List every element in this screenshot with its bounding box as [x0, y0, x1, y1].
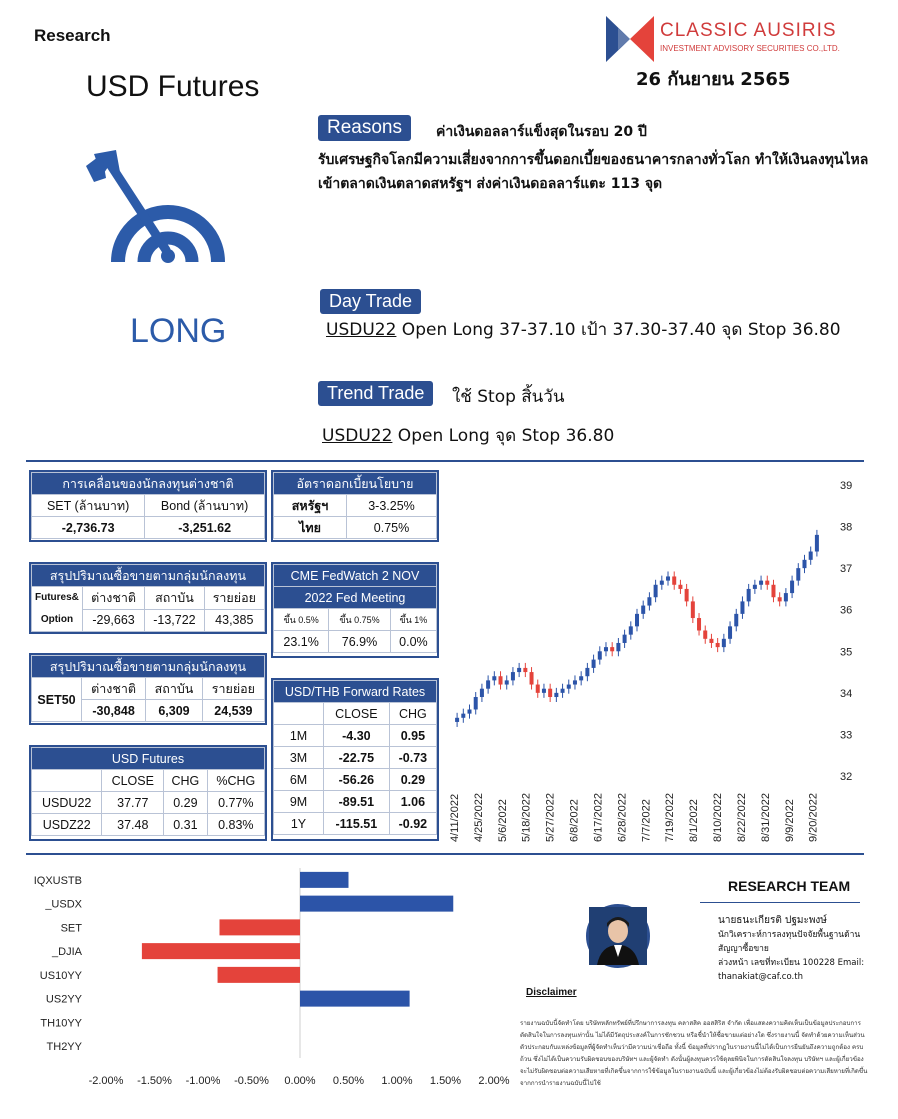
forward-rates-table	[273, 680, 437, 835]
analyst-name: นายธนะเกียรติ ปฐมะพงษ์	[718, 915, 827, 926]
disclaimer-text: รายงานฉบับนี้จัดทำโดย บริษัทหลักทรัพย์ที่ปรึกษาการลงทุน คลาสสิค ออสสิริส จำกัด เพื่อแสดงความคิดเห็นเป็นข้อมูลประกอบการตัดสินใจในการลงทุนเท่านั้น ไม่ได้มีวัตถุประสงค์ในการชักชวน หรือชี้นำให้ซื้อขายแต่อย่างใด ซึ่งรายงานนี้ จัดทำด้วยความเห็นส่วนตัวประกอบกับแหล่งข้อมูลที่ผู้จัดทำเห็นว่ามีความน่าเชื่อถือ ทั้งนี้ ข้อมูลที่ปรากฏในรายงานนี้ไม่ได้เป็นการยืนยันถึงความถูกต้อง ครบถ้วน ซึ่งไม่ได้เป็นความรับผิดชอบของบริษัทฯ และผู้จัดทำ ดังนั้นผู้ลงทุนควรใช้ดุลยพินิจในการตัดสินใจลงทุน บริษัทฯ และผู้เกี่ยวข้องจะไม่รับผิดชอบต่อความเสียหายที่เกิดขึ้นจากการใช้ข้อมูลในรายงานฉบับนี้ และผู้เกี่ยวข้องไม่ต้องรับผิดชอบต่อความเสียหายที่เกิดขึ้นจากการนำรายงานฉบับนี้ไปใช้	[520, 1020, 868, 1087]
candle-body	[759, 581, 763, 585]
candle-body	[486, 680, 490, 688]
policy-rate-country: สหรัฐฯ	[274, 495, 347, 517]
candle-body	[480, 689, 484, 697]
x-tick-label: -1.50%	[137, 1075, 172, 1087]
set50-summary-value: 6,309	[146, 700, 203, 722]
x-tick-label: 7/19/2022	[664, 793, 677, 842]
set50-summary-header: ต่างชาติ	[82, 678, 146, 700]
reasons-label: Reasons	[318, 115, 411, 141]
set50-summary-table	[31, 655, 265, 722]
day-trade-symbol: USDU22	[326, 320, 397, 340]
foreign-flow-title: การเคลื่อนของนักลงทุนต่างชาติ	[32, 473, 265, 495]
policy-rate-table	[273, 472, 437, 539]
candle-body	[765, 581, 769, 585]
candle-body	[740, 601, 744, 613]
usd-futures-chg: 0.31	[164, 814, 207, 836]
candle-body	[573, 680, 577, 684]
divider-bottom	[26, 853, 864, 855]
reason-headline: ค่าเงินดอลลาร์แข็งสุดในรอบ 20 ปี	[436, 124, 647, 140]
candle-body	[468, 709, 472, 713]
research-team-title: RESEARCH TEAM	[728, 878, 851, 894]
set50-summary-value: 24,539	[202, 700, 264, 722]
bar	[142, 943, 300, 959]
usd-futures-candlestick-chart	[448, 470, 868, 850]
candle-body	[610, 647, 614, 651]
divider-top	[26, 460, 864, 462]
usd-futures-close: 37.48	[102, 814, 164, 836]
fedwatch-title: CME FedWatch 2 NOV	[274, 565, 437, 587]
forward-rates-close: -89.51	[324, 791, 390, 813]
analyst-info	[718, 914, 878, 984]
x-tick-label: -1.00%	[185, 1075, 221, 1087]
x-tick-label: 9/9/2022	[783, 799, 796, 842]
candle-body	[747, 589, 751, 601]
y-tick-label: 37	[840, 563, 853, 576]
forward-rates-header: CHG	[389, 703, 436, 725]
x-tick-label: 1.50%	[429, 1075, 462, 1087]
x-tick-label: -0.50%	[234, 1075, 269, 1087]
y-tick-label: 32	[840, 771, 853, 783]
candle-body	[678, 585, 682, 589]
x-tick-label: 8/22/2022	[735, 793, 748, 842]
x-tick-label: 8/1/2022	[688, 799, 701, 842]
candle-body	[554, 693, 558, 697]
usd-futures-header: CLOSE	[102, 770, 164, 792]
forward-rates-tenor: 1M	[274, 725, 324, 747]
set50-summary-title: สรุปปริมาณซื้อขายตามกลุ่มนักลงทุน	[32, 656, 265, 678]
futures-summary-header: ต่างชาติ	[82, 587, 144, 610]
day-trade-text	[326, 316, 841, 343]
fedwatch-value: 76.9%	[329, 631, 391, 653]
candle-body	[511, 672, 515, 680]
forward-rates-chg: 0.95	[389, 725, 436, 747]
candle-body	[635, 614, 639, 626]
day-trade-label: Day Trade	[320, 289, 421, 314]
forward-rates-tenor: 9M	[274, 791, 324, 813]
policy-rate-title: อัตราดอกเบี้ยนโยบาย	[274, 473, 437, 495]
candle-body	[691, 601, 695, 618]
x-tick-label: 1.00%	[381, 1075, 413, 1087]
candle-body	[492, 676, 496, 680]
candle-body	[505, 680, 509, 684]
trend-trade-text: ใช้ Stop สิ้นวัน	[452, 387, 565, 407]
candle-body	[734, 614, 738, 626]
usd-futures-table	[31, 747, 265, 836]
bar-category-label: IQXUSTB	[33, 874, 82, 887]
candle-body	[542, 689, 546, 693]
bar-category-label: _DJIA	[52, 946, 82, 959]
bar-category-label: _USDX	[45, 898, 82, 911]
candle-body	[809, 552, 813, 560]
x-tick-label: 5/27/2022	[544, 793, 557, 842]
fedwatch-table	[273, 564, 437, 653]
analyst-license: ล่วงหน้า เลขที่ทะเบียน 100228 Email:	[718, 958, 865, 968]
usd-futures-symbol: USDU22	[32, 792, 102, 814]
analyst-avatar	[586, 904, 650, 968]
y-tick-label: 33	[840, 729, 853, 742]
y-tick-label: 38	[840, 521, 853, 534]
candle-body	[778, 597, 782, 601]
candle-body	[771, 585, 775, 597]
foreign-flow-header: SET (ล้านบาท)	[32, 495, 145, 517]
candle-body	[703, 631, 707, 639]
usd-futures-pct: 0.77%	[207, 792, 264, 814]
fedwatch-value: 0.0%	[390, 631, 436, 653]
trend-trade-label: Trend Trade	[318, 381, 433, 406]
candle-body	[592, 660, 596, 668]
x-tick-label: 5/18/2022	[520, 793, 533, 842]
bar-category-label: SET	[60, 922, 82, 935]
usd-futures-title: USD Futures	[32, 748, 265, 770]
y-tick-label: 35	[840, 646, 853, 659]
bar-category-label: US10YY	[39, 969, 82, 982]
candle-body	[579, 676, 583, 680]
candle-body	[604, 647, 608, 651]
futures-summary-rowlabel: Option	[40, 614, 74, 625]
candle-body	[685, 589, 689, 601]
candle-body	[784, 593, 788, 601]
policy-rate-value: 0.75%	[347, 517, 437, 539]
forward-rates-chg: -0.92	[389, 813, 436, 835]
forward-rates-chg: 1.06	[389, 791, 436, 813]
futures-summary-value: -29,663	[82, 609, 144, 632]
day-trade-detail: Open Long 37-37.10 เป้า 37.30-37.40 จุด Stop 36.80	[396, 320, 841, 340]
x-tick-label: 0.00%	[284, 1075, 316, 1087]
trend-trade-text2	[322, 422, 614, 449]
forward-rates-tenor: 3M	[274, 747, 324, 769]
usd-futures-header: CHG	[164, 770, 207, 792]
candle-body	[561, 689, 565, 693]
candle-body	[585, 668, 589, 676]
reason-detail: รับเศรษฐกิจโลกมีความเสี่ยงจากการขึ้นดอกเบี้ยของธนาคารกลางทั่วโลก ทำให้เงินลงทุนไหลเข้าตลาดเงินตลาดสหรัฐฯ ส่งค่าเงินดอลลาร์แตะ 113 จุด	[318, 152, 869, 192]
x-tick-label: 8/10/2022	[712, 793, 725, 842]
x-tick-label: 4/25/2022	[472, 793, 485, 842]
candle-body	[623, 635, 627, 643]
candle-body	[455, 718, 459, 722]
set50-summary-rowlabel: SET50	[32, 678, 82, 722]
forward-rates-close: -22.75	[324, 747, 390, 769]
forward-rates-title: USD/THB Forward Rates	[274, 681, 437, 703]
x-tick-label: 7/7/2022	[640, 799, 653, 842]
bar	[300, 991, 410, 1007]
forward-rates-chg: 0.29	[389, 769, 436, 791]
bar	[300, 896, 453, 912]
x-tick-label: 0.50%	[332, 1075, 365, 1087]
y-tick-label: 39	[840, 480, 853, 492]
forward-rates-tenor: 6M	[274, 769, 324, 791]
set50-summary-header: รายย่อย	[202, 678, 264, 700]
research-team-divider	[700, 902, 860, 903]
bar-category-label: TH2YY	[46, 1041, 82, 1054]
candle-body	[660, 581, 664, 585]
candle-body	[616, 643, 620, 651]
candle-body	[641, 606, 645, 614]
candle-body	[697, 618, 701, 630]
policy-rate-country: ไทย	[274, 517, 347, 539]
fedwatch-header: ขึ้น 0.5%	[274, 609, 329, 631]
candle-body	[796, 568, 800, 580]
candle-body	[461, 714, 465, 718]
analyst-role: นักวิเคราะห์การลงทุนปัจจัยพื้นฐานด้านสัญญาซื้อขาย	[718, 930, 861, 954]
candle-body	[716, 643, 720, 647]
fedwatch-header: ขึ้น 0.75%	[329, 609, 391, 631]
candle-body	[567, 685, 571, 689]
company-name: CLASSIC AUSIRIS	[660, 20, 837, 41]
disclaimer-title: Disclaimer	[526, 987, 577, 998]
set50-summary-header: สถาบัน	[146, 678, 203, 700]
page-title: USD Futures	[86, 70, 260, 103]
candle-body	[654, 585, 658, 597]
fedwatch-header: ขึ้น 1%	[390, 609, 436, 631]
x-tick-label: 2.00%	[478, 1075, 510, 1087]
candle-body	[530, 672, 534, 684]
foreign-flow-value: -2,736.73	[32, 517, 145, 539]
candle-body	[517, 668, 521, 672]
y-tick-label: 34	[840, 687, 853, 700]
section-label: Research	[34, 26, 111, 45]
bar	[300, 872, 349, 888]
market-change-bar-chart	[26, 862, 510, 1090]
candle-body	[709, 639, 713, 643]
x-tick-label: 8/31/2022	[759, 793, 772, 842]
futures-summary-title: สรุปปริมาณซื้อขายตามกลุ่มนักลงทุน	[32, 565, 265, 587]
candle-body	[499, 676, 503, 684]
set50-summary-value: -30,848	[82, 700, 146, 722]
candle-body	[536, 685, 540, 693]
futures-summary-header: รายย่อย	[204, 587, 264, 610]
candle-body	[666, 576, 670, 580]
candle-body	[629, 626, 633, 634]
foreign-flow-header: Bond (ล้านบาท)	[145, 495, 265, 517]
bar-category-label: US2YY	[45, 993, 82, 1006]
futures-summary-value: 43,385	[204, 609, 264, 632]
futures-summary-header: สถาบัน	[145, 587, 204, 610]
x-tick-label: 5/6/2022	[496, 799, 509, 842]
target-icon	[80, 146, 256, 266]
candle-body	[790, 581, 794, 593]
futures-summary-table	[31, 564, 265, 632]
usd-futures-close: 37.77	[102, 792, 164, 814]
trend-trade-detail: Open Long จุด Stop 36.80	[392, 426, 615, 446]
x-tick-label: 6/17/2022	[592, 793, 605, 842]
candle-body	[753, 585, 757, 589]
candle-body	[523, 668, 527, 672]
bar	[219, 919, 300, 935]
forward-rates-close: -115.51	[324, 813, 390, 835]
forward-rates-close: -56.26	[324, 769, 390, 791]
bar-category-label: TH10YY	[40, 1017, 82, 1030]
candle-body	[722, 639, 726, 647]
forward-rates-tenor: 1Y	[274, 813, 324, 835]
foreign-flow-table	[31, 472, 265, 539]
usd-futures-header: %CHG	[207, 770, 264, 792]
y-tick-label: 36	[840, 604, 853, 617]
futures-summary-rowlabel: Futures&	[35, 592, 79, 603]
x-tick-label: 9/20/2022	[807, 793, 820, 842]
x-tick-label: 6/8/2022	[568, 799, 581, 842]
forward-rates-chg: -0.73	[389, 747, 436, 769]
forward-rates-close: -4.30	[324, 725, 390, 747]
forward-rates-header: CLOSE	[324, 703, 390, 725]
foreign-flow-value: -3,251.62	[145, 517, 265, 539]
candle-body	[474, 697, 478, 709]
candle-body	[672, 576, 676, 584]
x-tick-label: 4/11/2022	[449, 793, 461, 842]
usd-futures-pct: 0.83%	[207, 814, 264, 836]
company-sub: INVESTMENT ADVISORY SECURITIES CO.,LTD.	[660, 44, 840, 53]
candle-body	[802, 560, 806, 568]
report-date: 26 กันยายน 2565	[636, 69, 791, 90]
x-tick-label: 6/28/2022	[616, 793, 629, 842]
policy-rate-value: 3-3.25%	[347, 495, 437, 517]
trade-signal: LONG	[130, 312, 227, 350]
fedwatch-value: 23.1%	[274, 631, 329, 653]
fedwatch-subtitle: 2022 Fed Meeting	[274, 587, 437, 609]
candle-body	[815, 535, 819, 552]
x-tick-label: -2.00%	[88, 1075, 124, 1087]
company-logo	[604, 14, 864, 64]
candle-body	[728, 626, 732, 638]
candle-body	[647, 597, 651, 605]
candle-body	[598, 651, 602, 659]
usd-futures-symbol: USDZ22	[32, 814, 102, 836]
bar	[218, 967, 300, 983]
analyst-email[interactable]: thanakiat@caf.co.th	[718, 972, 803, 982]
usd-futures-chg: 0.29	[164, 792, 207, 814]
candle-body	[548, 689, 552, 697]
trend-trade-symbol: USDU22	[322, 426, 393, 446]
futures-summary-value: -13,722	[145, 609, 204, 632]
logo-mark-icon	[604, 14, 658, 64]
